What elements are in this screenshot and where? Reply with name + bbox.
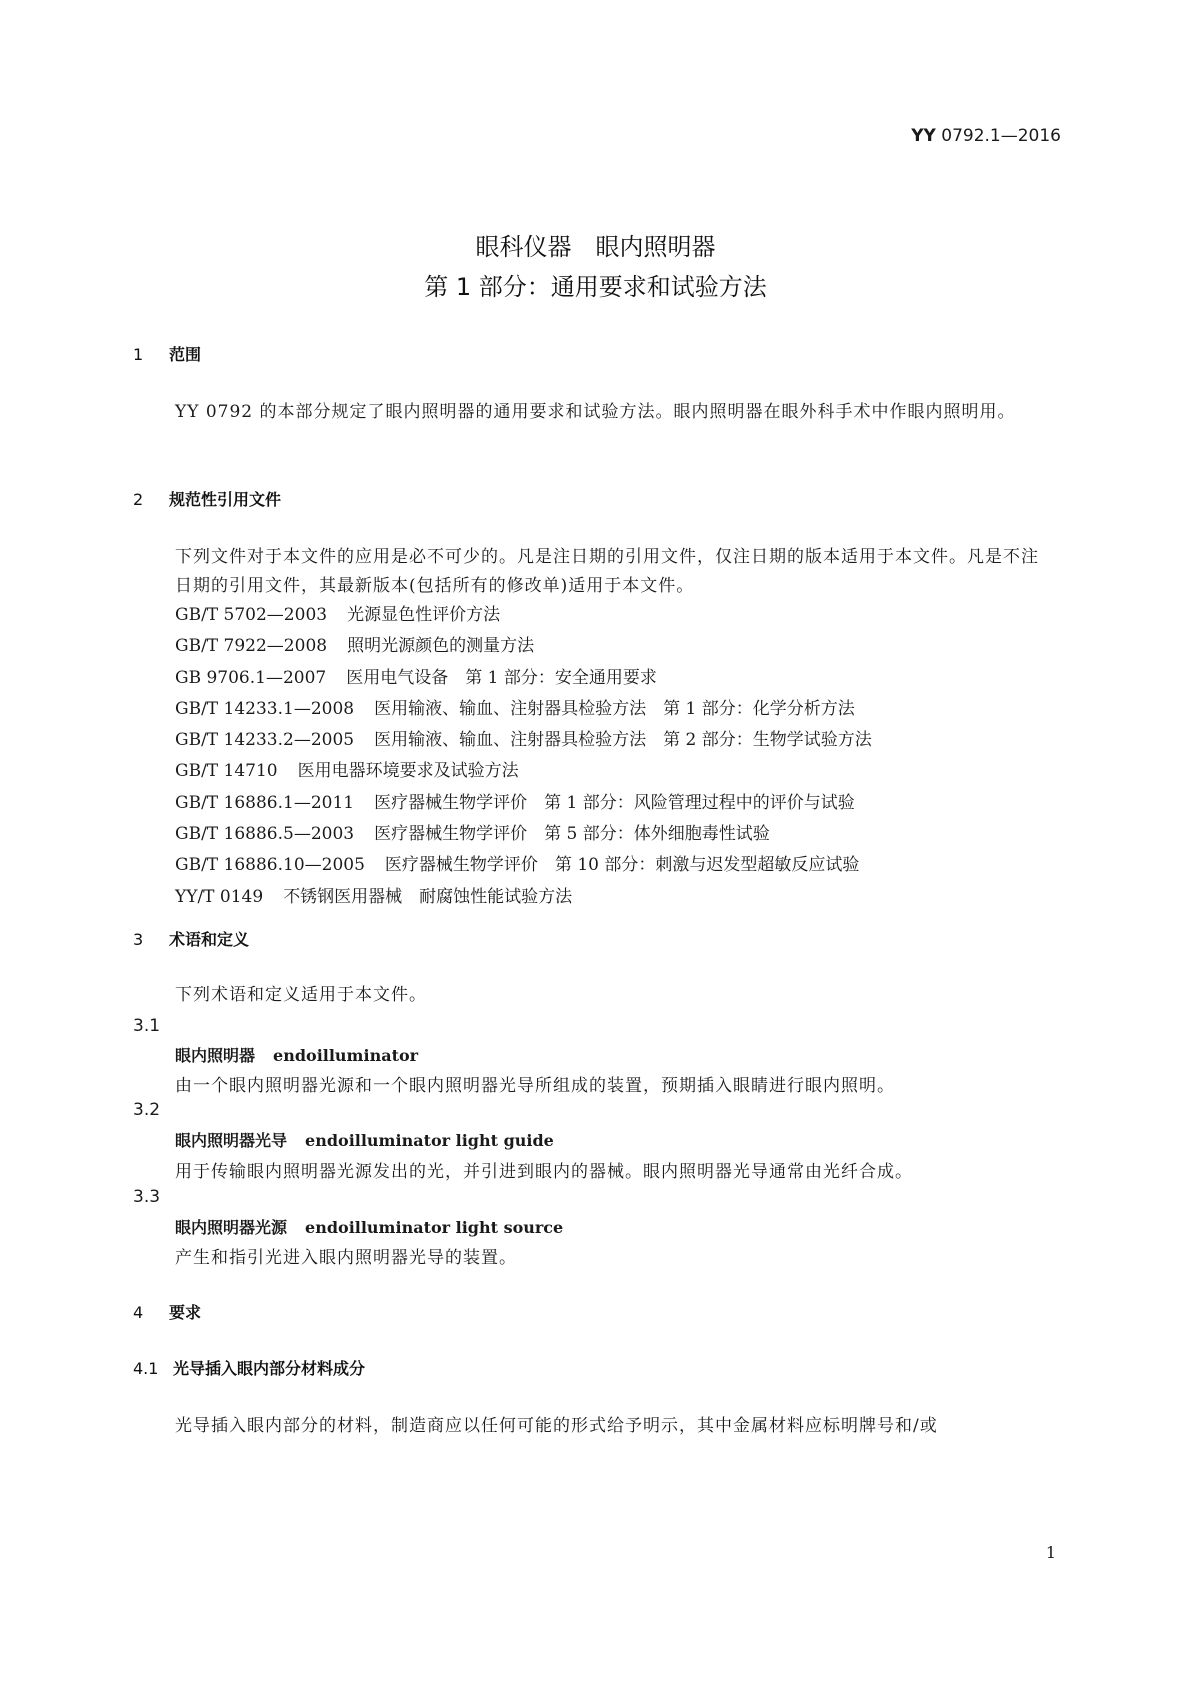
reference-code: GB/T 5702—2003: [175, 605, 328, 625]
term-name-en: endoilluminator: [273, 1046, 419, 1065]
title-line-2: 第 1 部分：通用要求和试验方法: [424, 273, 767, 301]
reference-title: 医疗器械生物学评价 第 1 部分：风险管理过程中的评价与试验: [374, 792, 855, 813]
term-definition: 由一个眼内照明器光源和一个眼内照明器光导所组成的装置，预期插入眼睛进行眼内照明。: [175, 1076, 895, 1096]
term-name: [175, 1215, 563, 1238]
paragraph-text: 光导插入眼内部分的材料，制造商应以任何可能的形式给予明示，其中金属材料应标明牌号和/或: [175, 1416, 938, 1436]
standard-code-number: 0792.1—2016: [935, 126, 1061, 146]
subsection-title: 光导插入眼内部分材料成分: [173, 1359, 366, 1378]
term-number: 3.1: [133, 1016, 161, 1036]
reference-title: 医用电气设备 第 1 部分：安全通用要求: [346, 667, 657, 688]
reference-code: GB/T 16886.5—2003: [175, 824, 355, 845]
reference-title: 医用输液、输血、注射器具检验方法 第 1 部分：化学分析方法: [374, 698, 855, 719]
paragraph-text: YY 0792 的本部分规定了眼内照明器的通用要求和试验方法。眼内照明器在眼外科手术中作眼内照明用。: [175, 402, 1016, 422]
reference-code: GB/T 14233.1—2008: [175, 698, 355, 719]
section-number: 1: [133, 345, 144, 364]
reference-item: [175, 663, 872, 694]
reference-item: [175, 600, 872, 631]
reference-item: [175, 631, 872, 662]
standard-code-prefix: YY: [911, 126, 936, 146]
paragraph-text: 下列术语和定义适用于本文件。: [175, 985, 427, 1005]
normative-references-list: [175, 600, 872, 913]
section-2-paragraph: [133, 543, 1048, 601]
subsection-4-1-paragraph: [133, 1412, 1048, 1441]
reference-item: [175, 850, 872, 881]
reference-code: GB/T 7922—2008: [175, 636, 328, 657]
section-number: 3: [133, 930, 144, 949]
subsection-number: 4.1: [133, 1359, 159, 1378]
term-number: 3.3: [133, 1187, 161, 1207]
section-title: 范围: [169, 345, 202, 364]
section-3-paragraph: [133, 981, 1048, 1010]
section-title: 规范性引用文件: [169, 490, 282, 509]
term-name-zh: 眼内照明器光导: [175, 1131, 288, 1150]
standard-code: [911, 126, 1061, 146]
term-name: [175, 1043, 418, 1066]
section-4-heading: [133, 1300, 201, 1323]
term-name-en: endoilluminator light guide: [305, 1131, 554, 1150]
reference-code: YY/T 0149: [175, 886, 264, 907]
reference-item: [175, 882, 872, 913]
term-name-en: endoilluminator light source: [305, 1218, 564, 1237]
reference-item: [175, 725, 872, 756]
reference-title: 医用电器环境要求及试验方法: [297, 761, 519, 782]
reference-item: [175, 756, 872, 787]
reference-code: GB/T 14710: [175, 761, 278, 782]
section-title: 术语和定义: [169, 930, 250, 949]
reference-code: GB/T 14233.2—2005: [175, 730, 355, 751]
subsection-4-1-heading: [133, 1356, 365, 1379]
section-3-heading: [133, 927, 249, 950]
reference-title: 医疗器械生物学评价 第 5 部分：体外细胞毒性试验: [374, 824, 770, 845]
paragraph-text: 下列文件对于本文件的应用是必不可少的。凡是注日期的引用文件，仅注日期的版本适用于本文件。凡是不注日期的引用文件，其最新版本(包括所有的修改单)适用于本文件。: [175, 547, 1039, 596]
reference-title: 医疗器械生物学评价 第 10 部分：刺激与迟发型超敏反应试验: [384, 855, 860, 876]
reference-title: 照明光源颜色的测量方法: [347, 636, 535, 657]
reference-code: GB 9706.1—2007: [175, 667, 327, 688]
section-1-heading: [133, 342, 201, 365]
reference-item: [175, 819, 872, 850]
document-title: [0, 227, 1191, 307]
reference-title: 光源显色性评价方法: [347, 605, 501, 625]
term-definition: 用于传输眼内照明器光源发出的光，并引进到眼内的器械。眼内照明器光导通常由光纤合成。: [175, 1162, 913, 1182]
section-number: 4: [133, 1303, 144, 1322]
reference-item: [175, 788, 872, 819]
section-2-heading: [133, 487, 281, 510]
term-name: [175, 1128, 554, 1151]
term-name-zh: 眼内照明器光源: [175, 1218, 288, 1237]
reference-code: GB/T 16886.10—2005: [175, 855, 365, 876]
section-title: 要求: [169, 1303, 202, 1322]
reference-code: GB/T 16886.1—2011: [175, 792, 355, 813]
section-1-paragraph: [133, 398, 1048, 427]
section-number: 2: [133, 490, 144, 509]
reference-item: [175, 694, 872, 725]
term-name-zh: 眼内照明器: [175, 1046, 256, 1065]
title-line-1: 眼科仪器 眼内照明器: [475, 233, 716, 261]
term-number: 3.2: [133, 1100, 161, 1120]
reference-title: 不锈钢医用器械 耐腐蚀性能试验方法: [283, 886, 573, 907]
reference-title: 医用输液、输血、注射器具检验方法 第 2 部分：生物学试验方法: [374, 730, 872, 751]
term-definition: 产生和指引光进入眼内照明器光导的装置。: [175, 1248, 517, 1268]
page-number: 1: [1045, 1543, 1056, 1562]
